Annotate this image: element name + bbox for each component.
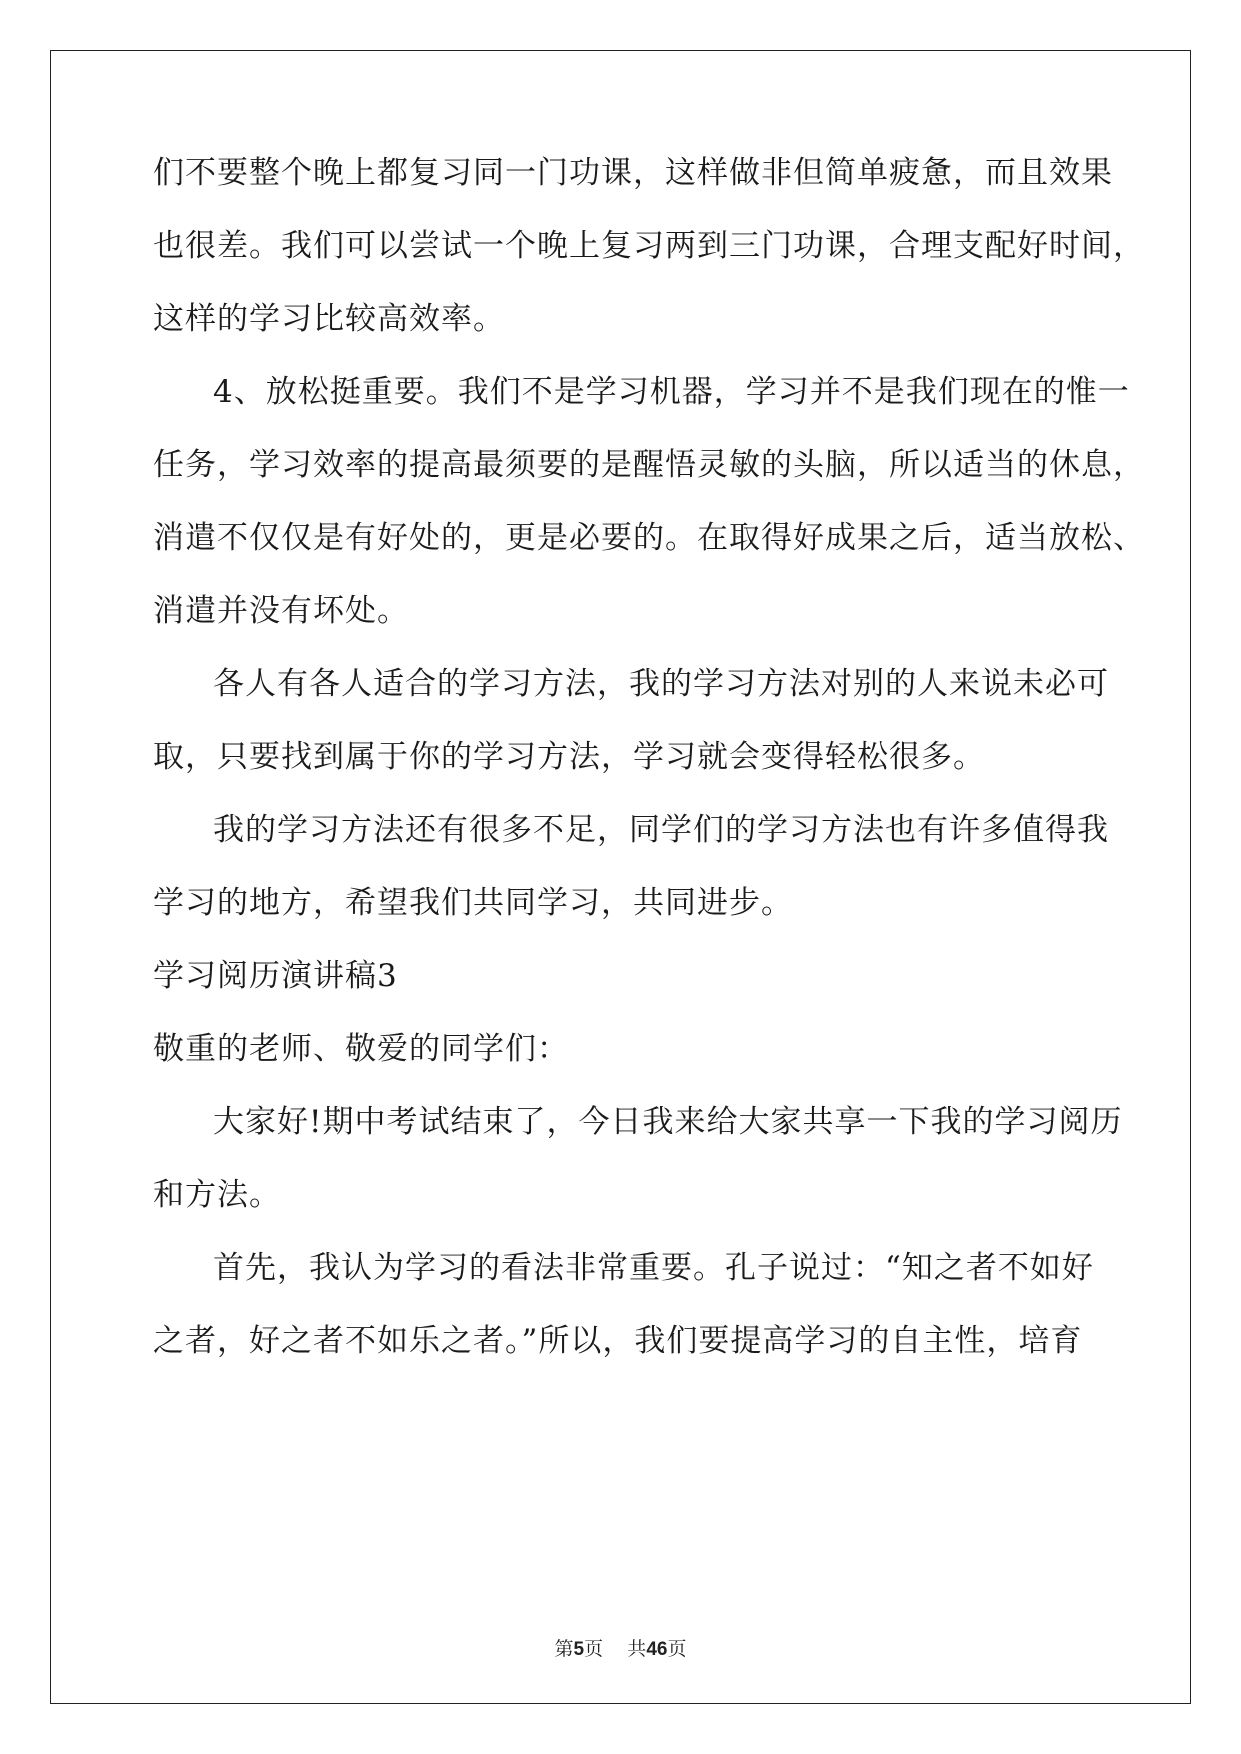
body-line: 取，只要找到属于你的学习方法，学习就会变得轻松很多。 bbox=[153, 739, 985, 775]
body-line: 之者，好之者不如乐之者。”所以，我们要提高学习的自主性，培育 bbox=[153, 1323, 1083, 1359]
body-line: 们不要整个晚上都复习同一门功课，这样做非但简单疲惫，而且效果 bbox=[153, 155, 1113, 191]
body-line: 首先，我认为学习的看法非常重要。孔子说过：“知之者不如好 bbox=[213, 1250, 1094, 1286]
body-line: 各人有各人适合的学习方法，我的学习方法对别的人来说未必可 bbox=[213, 666, 1109, 702]
total-pages: 46 bbox=[646, 1639, 668, 1660]
body-line: 和方法。 bbox=[153, 1177, 281, 1213]
body-line: 学习的地方，希望我们共同学习，共同进步。 bbox=[153, 885, 793, 921]
body-line: 这样的学习比较高效率。 bbox=[153, 301, 505, 337]
body-line: 4、放松挺重要。我们不是学习机器，学习并不是我们现在的惟一 bbox=[213, 374, 1130, 410]
body-line: 消遣并没有坏处。 bbox=[153, 593, 409, 629]
footer-total-prefix: 共 bbox=[627, 1638, 647, 1660]
body-line: 大家好!期中考试结束了，今日我来给大家共享一下我的学习阅历 bbox=[213, 1104, 1123, 1140]
section-heading: 学习阅历演讲稿3 bbox=[153, 958, 398, 994]
page-number: 5 bbox=[573, 1639, 585, 1660]
salutation: 敬重的老师、敬爱的同学们： bbox=[153, 1031, 569, 1067]
footer-prefix: 第 bbox=[554, 1638, 574, 1660]
footer-total-unit: 页 bbox=[667, 1638, 687, 1660]
body-line: 任务，学习效率的提高最须要的是醒悟灵敏的头脑，所以适当的休息， bbox=[153, 447, 1145, 483]
page-footer bbox=[0, 1634, 1241, 1661]
body-line: 也很差。我们可以尝试一个晚上复习两到三门功课，合理支配好时间， bbox=[153, 228, 1145, 264]
body-line: 我的学习方法还有很多不足，同学们的学习方法也有许多值得我 bbox=[213, 812, 1109, 848]
footer-page-unit: 页 bbox=[584, 1638, 604, 1660]
body-line: 消遣不仅仅是有好处的，更是必要的。在取得好成果之后，适当放松、 bbox=[153, 520, 1145, 556]
